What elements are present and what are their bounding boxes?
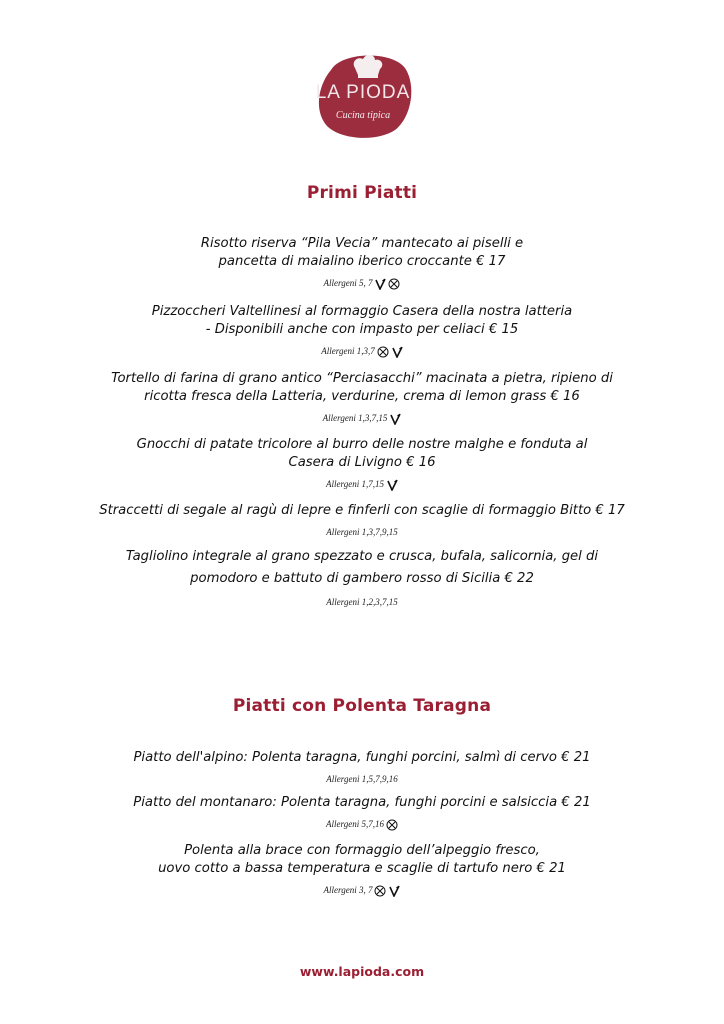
dish-line: Tortello di farina di grano antico “Perciasacchi” macinata a pietra, ripieno di xyxy=(111,371,613,386)
allergens-row xyxy=(326,478,398,491)
dish-item xyxy=(60,370,664,425)
allergens-row xyxy=(324,277,401,290)
vegetarian-icon xyxy=(389,413,401,425)
dish-line: - Disponibili anche con impasto per celiaci € 15 xyxy=(205,322,519,337)
dish-line: pancetta di maialino iberico croccante € 17 xyxy=(218,254,506,269)
allergens-row xyxy=(326,818,398,831)
dish-line: Risotto riserva “Pila Vecia” mantecato ai piselli e xyxy=(200,236,524,251)
dish-item xyxy=(60,502,664,539)
dish-item xyxy=(60,546,664,609)
dish-item xyxy=(60,842,664,897)
gluten-free-icon xyxy=(377,346,389,358)
allergens-label: Allergeni 5, 7 xyxy=(323,278,373,288)
gluten-free-icon xyxy=(388,278,400,290)
dish-line: Pizzoccheri Valtellinesi al formaggio Casera della nostra latteria xyxy=(151,304,573,319)
allergens-row xyxy=(324,884,401,897)
allergens-row xyxy=(323,412,402,425)
logo-subtitle: Cucina tipica xyxy=(335,110,391,121)
dish-item xyxy=(60,235,664,290)
section-title-polenta-taragna: Piatti con Polenta Taragna xyxy=(232,696,492,716)
dish-line: Piatto dell'alpino: Polenta taragna, funghi porcini, salmì di cervo € 21 xyxy=(133,750,591,765)
dish-item xyxy=(60,436,664,491)
section-title-primi-piatti: Primi Piatti xyxy=(306,183,418,203)
dish-line: Straccetti di segale al ragù di lepre e finferli con scaglie di formaggio Bitto € 17 xyxy=(99,503,625,518)
allergens-label: Allergeni 1,3,7 xyxy=(321,346,375,356)
gluten-free-icon xyxy=(386,819,398,831)
dish-line: Tagliolino integrale al grano spezzato e crusca, bufala, salicornia, gel di xyxy=(125,549,599,564)
allergens-label: Allergeni 1,2,3,7,15 xyxy=(326,597,398,607)
gluten-free-icon xyxy=(374,885,386,897)
dish-item xyxy=(60,303,664,358)
logo-name: LA PIODA xyxy=(315,82,411,103)
allergens-row xyxy=(326,526,397,539)
allergens-label: Allergeni 1,3,7,9,15 xyxy=(326,527,398,537)
dish-line: ricotta fresca della Latteria, verdurine, crema di lemon grass € 16 xyxy=(144,389,580,404)
vegetarian-icon xyxy=(388,885,400,897)
dish-item xyxy=(60,794,664,831)
vegetarian-icon xyxy=(374,278,386,290)
dish-line: Casera di Livigno € 16 xyxy=(288,455,436,470)
dish-item xyxy=(60,749,664,786)
dish-line: pomodoro e battuto di gambero rosso di Sicilia € 22 xyxy=(190,571,534,586)
dish-line: Polenta alla brace con formaggio dell’alpeggio fresco, xyxy=(184,843,540,858)
allergens-row xyxy=(326,596,397,609)
allergens-label: Allergeni 5,7,16 xyxy=(326,819,384,829)
logo xyxy=(311,48,415,140)
dish-line: Piatto del montanaro: Polenta taragna, funghi porcini e salsiccia € 21 xyxy=(133,795,591,810)
allergens-label: Allergeni 1,3,7,15 xyxy=(322,413,388,423)
allergens-row xyxy=(326,773,397,786)
allergens-row xyxy=(321,345,402,358)
allergens-label: Allergeni 1,7,15 xyxy=(326,479,384,489)
dish-line: Gnocchi di patate tricolore al burro delle nostre malghe e fonduta al xyxy=(136,437,588,452)
allergens-label: Allergeni 3, 7 xyxy=(323,885,373,895)
website-link[interactable]: www.lapioda.com xyxy=(299,964,425,979)
dish-line: uovo cotto a bassa temperatura e scaglie di tartufo nero € 21 xyxy=(158,861,566,876)
vegetarian-icon xyxy=(391,346,403,358)
vegetarian-icon xyxy=(386,479,398,491)
allergens-label: Allergeni 1,5,7,9,16 xyxy=(326,774,398,784)
